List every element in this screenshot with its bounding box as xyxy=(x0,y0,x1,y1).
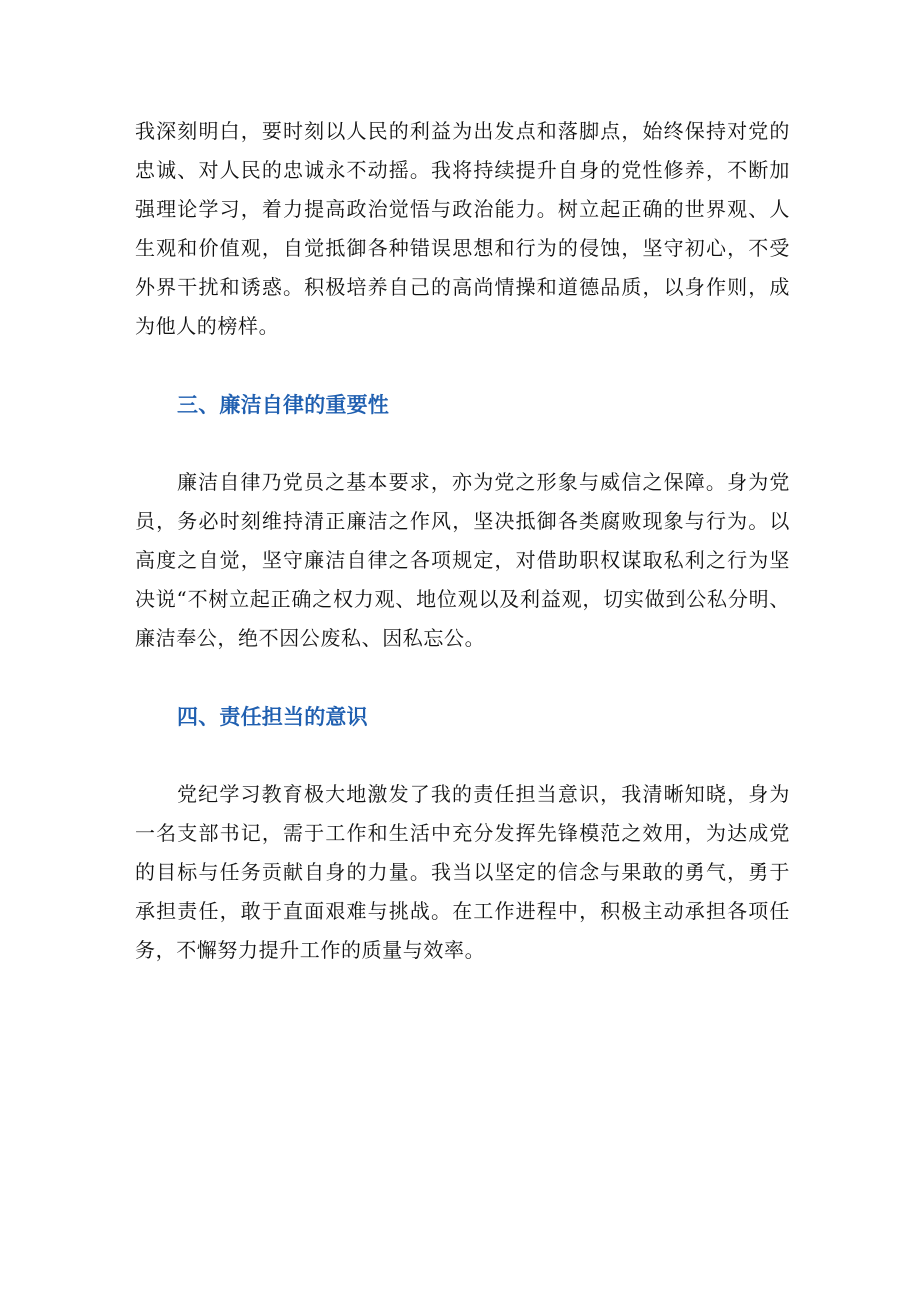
spacer xyxy=(135,658,790,702)
paragraph-responsibility: 党纪学习教育极大地激发了我的责任担当意识，我清晰知晓，身为一名支部书记，需于工作和生活中充分发挥先锋模范之效用，为达成党的目标与任务贡献自身的力量。我当以坚定的信念与果敢的勇气，勇于承担责任，敢于直面艰难与挑战。在工作进程中，积极主动承担各项任务，不懈努力提升工作的质量与效率。 xyxy=(135,782,790,962)
document-body xyxy=(135,112,790,970)
paragraph-integrity: 廉洁自律乃党员之基本要求，亦为党之形象与威信之保障。身为党员，务必时刻维持清正廉洁之作风，坚决抵御各类腐败现象与行为。以高度之自觉，坚守廉洁自律之各项规定，对借助职权谋取私利之行为坚决说“不树立起正确之权力观、地位观以及利益观，切实做到公私分明、廉洁奉公，绝不因公废私、因私忘公。 xyxy=(135,470,790,650)
spacer xyxy=(135,732,790,775)
paragraph-continued: 我深刻明白，要时刻以人民的利益为出发点和落脚点，始终保持对党的忠诚、对人民的忠诚永不动摇。我将持续提升自身的党性修养，不断加强理论学习，着力提高政治觉悟与政治能力。树立起正确的世界观、人生观和价值观，自觉抵御各种错误思想和行为的侵蚀，坚守初心，不受外界干扰和诱惑。积极培养自己的高尚情操和道德品质，以身作则，成为他人的榜样。 xyxy=(135,119,790,338)
section-heading-4: 四、责任担当的意识 xyxy=(177,705,368,729)
spacer xyxy=(135,346,790,390)
spacer xyxy=(135,420,790,463)
section-heading-3: 三、廉洁自律的重要性 xyxy=(177,393,389,417)
